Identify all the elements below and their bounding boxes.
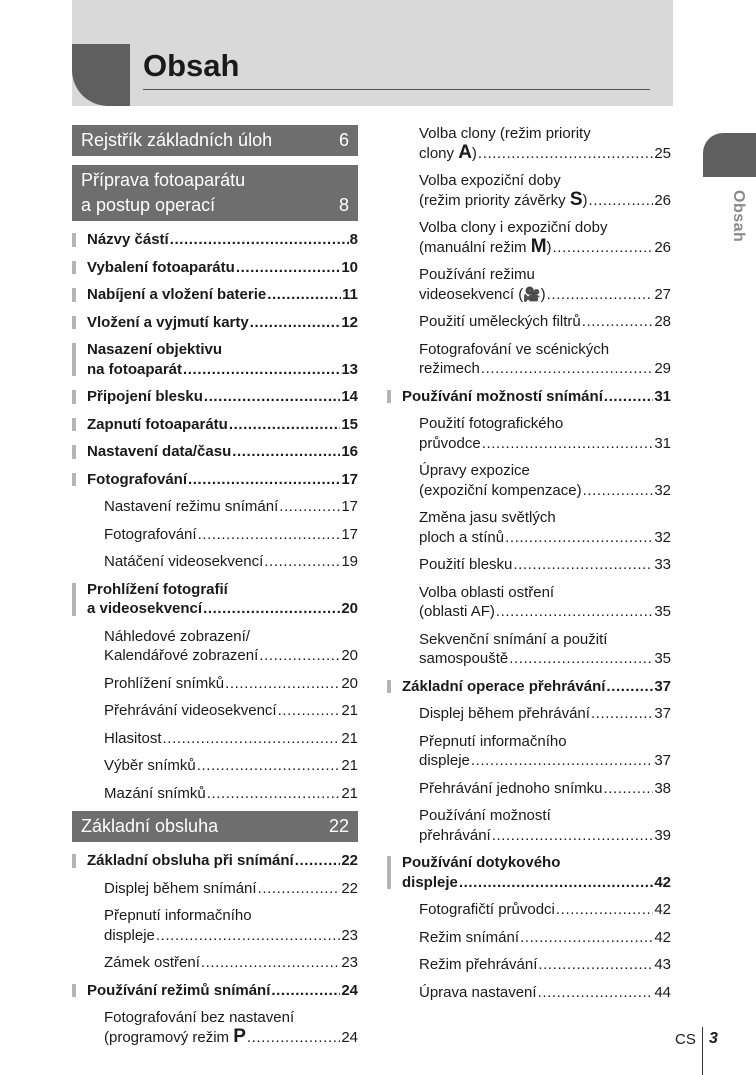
toc-entry-label: Displej během snímání [104,879,257,897]
toc-entry-label: režimech [419,360,480,377]
toc-entry-sub[interactable] [72,525,358,545]
toc-entry-sub[interactable] [72,953,358,973]
toc-page-number: 32 [654,481,671,499]
toc-entry-label: displeje [104,926,155,944]
toc-entry-label: (režim priority závěrky [419,191,570,209]
toc-page-number: 20 [341,600,358,617]
toc-entry-label: (manuální režim [419,238,531,256]
toc-page-number: 23 [341,954,358,971]
toc-page-number: 24 [341,981,358,999]
section-page-number: 8 [338,195,349,215]
section-header[interactable] [72,165,358,221]
toc-entry-main[interactable] [72,230,358,250]
toc-entry-label: Zapnutí fotoaparátu [87,415,228,433]
toc-entry-label: Přepnutí informačního [104,907,252,924]
toc-entry-label: Přehrávání videosekvencí [104,702,277,719]
toc-entry-label: Připojení blesku [87,388,203,405]
toc-entry-label: Použití blesku [419,556,513,573]
toc-page-number: 37 [654,677,671,695]
toc-entry-label: Režim přehrávání [419,956,538,973]
toc-page-number: 42 [654,928,671,946]
toc-entry-main[interactable] [387,677,671,697]
toc-entry-sub[interactable] [72,552,358,572]
toc-entry-label: Nastavení režimu snímání [104,498,279,515]
mode-icon: S [569,188,583,210]
toc-entry-label: Základní operace přehrávání [402,677,606,695]
toc-entry-sub[interactable] [72,1008,358,1047]
toc-entry-sub[interactable] [72,879,358,899]
toc-entry-sub[interactable] [387,461,671,500]
toc-entry-label: Používání režimů snímání [87,981,271,999]
toc-entry-sub[interactable] [387,732,671,771]
toc-entry-sub[interactable] [387,900,671,920]
toc-entry-label: na fotoaparát [87,360,183,378]
toc-page-number: 24 [341,1028,358,1046]
toc-entry-label: přehrávání [419,826,491,844]
leader-dots [582,312,654,332]
section-page-number: 22 [328,816,349,836]
leader-dots [259,646,340,666]
toc-page-number: 19 [341,553,358,570]
toc-page-number: 22 [341,852,358,869]
leader-dots [247,1028,340,1048]
toc-entry-label: Volba expoziční doby [419,172,561,189]
toc-entry-label: clony [419,144,459,162]
toc-entry-sub[interactable] [387,340,671,379]
toc-page-number: 35 [654,650,671,667]
toc-page-number: 16 [341,443,358,460]
toc-page-number: 21 [341,729,358,747]
toc-page-number: 17 [341,525,358,543]
leader-dots [207,784,341,804]
toc-page-number: 21 [341,702,358,719]
toc-entry-main[interactable] [72,285,358,305]
leader-dots [250,313,341,333]
toc-entry-label: Nasazení objektivu [87,341,223,358]
toc-entry-sub[interactable] [72,627,358,666]
mode-icon: A [458,141,472,163]
toc-entry-sub[interactable] [72,784,358,804]
footer-language: CS [675,1031,696,1048]
toc-entry-label: Náhledové zobrazení/ [104,627,250,645]
toc-page-number: 14 [341,388,358,405]
leader-dots [556,900,653,920]
toc-entry-label: Vložení a vyjmutí karty [87,313,249,331]
toc-page-number: 20 [341,647,358,664]
toc-entry-sub[interactable] [387,630,671,669]
toc-entry-label: Sekvenční snímání a použití [419,630,608,648]
toc-page-number: 39 [654,826,671,844]
toc-entry-label: samospouště [419,650,509,667]
toc-entry-sub[interactable] [387,508,671,547]
toc-entry-sub[interactable] [387,955,671,975]
leader-dots [591,704,653,724]
toc-page-number: 31 [654,434,671,452]
section-header[interactable] [72,125,358,156]
toc-page-number: 42 [654,901,671,918]
leader-dots [482,434,654,454]
toc-page-number: 21 [341,784,358,802]
toc-entry-main[interactable] [72,851,358,871]
leader-dots [203,599,340,619]
toc-page-number: 23 [341,926,358,944]
leader-dots [603,779,653,799]
toc-entry-sub[interactable] [387,171,671,210]
title-rule [143,89,650,90]
toc-page-number: 43 [654,956,671,973]
toc-entry-sub[interactable] [387,806,671,845]
toc-entry-label: Přepnutí informačního [419,732,567,750]
leader-dots [278,701,341,721]
leader-dots [520,928,653,948]
toc-entry-sub[interactable] [387,124,671,163]
section-page-number: 6 [338,130,349,150]
section-header-label: Základní obsluha [81,816,219,836]
mode-icon: 🎥 [523,285,541,302]
page-number: 3 [709,1030,718,1047]
section-header-label: Příprava fotoaparátu [81,170,246,190]
toc-entry-sub[interactable] [387,928,671,948]
toc-entry-main[interactable] [387,387,671,407]
toc-page-number: 26 [654,191,671,209]
leader-dots [156,926,340,946]
leader-dots [538,955,653,975]
toc-page-number: 38 [654,779,671,797]
leader-dots [264,552,340,572]
leader-dots [509,649,653,669]
toc-entry-label: Mazání snímků [104,784,206,802]
toc-column-right [387,124,671,1010]
toc-entry-label: Kalendářové zobrazení [104,647,259,664]
toc-entry-label: průvodce [419,434,481,452]
toc-page-number: 17 [341,498,358,515]
toc-page-number: 25 [654,144,671,162]
toc-page-number: 29 [654,360,671,377]
leader-dots [505,528,653,548]
toc-entry-label-suffix: ) [546,238,552,256]
leader-dots [547,285,654,305]
toc-entry-label: Displej během přehrávání [419,705,590,722]
toc-entry-main[interactable] [72,258,358,278]
toc-entry-label: displeje [402,873,458,891]
toc-page-number: 37 [654,705,671,722]
toc-entry-sub[interactable] [387,312,671,332]
leader-dots [481,359,653,379]
toc-entry-main[interactable] [72,340,358,379]
leader-dots [478,144,653,164]
leader-dots [198,525,341,545]
toc-page-number: 26 [654,238,671,256]
leader-dots [471,751,653,771]
toc-page-number: 27 [654,285,671,303]
toc-entry-label: Volba oblasti ostření [419,583,555,601]
toc-entry-label: Přehrávání jednoho snímku [419,779,603,797]
toc-entry-label: (programový režim [104,1028,234,1046]
leader-dots [583,481,654,501]
toc-entry-label: Režim snímání [419,928,520,946]
side-tab [703,133,756,177]
leader-dots [267,285,341,305]
leader-dots [232,442,340,462]
toc-entry-label: Nastavení data/času [87,443,232,460]
toc-entry-sub[interactable] [387,265,671,304]
toc-entry-sub[interactable] [387,218,671,257]
leader-dots [553,238,654,258]
leader-dots [271,981,340,1001]
toc-entry-label: Použití fotografického [419,415,564,432]
toc-entry-sub[interactable] [72,906,358,945]
toc-entry-label-suffix: ) [582,191,588,209]
leader-dots [279,497,340,517]
side-label: Obsah [730,190,747,243]
toc-entry-main[interactable] [72,313,358,333]
toc-entry-main[interactable] [72,415,358,435]
toc-entry-label: Používání dotykového [402,854,561,871]
mode-icon: P [233,1025,246,1047]
toc-entry-label: Změna jasu světlých [419,509,556,526]
toc-page-number: 8 [349,231,358,248]
leader-dots [188,470,340,490]
toc-entry-sub[interactable] [72,701,358,721]
leader-dots [225,674,340,694]
leader-dots [513,555,653,575]
toc-entry-label: Prohlížení snímků [104,674,225,692]
toc-entry-label: Názvy částí [87,231,169,248]
toc-entry-label: ploch a stínů [419,528,505,546]
toc-entry-label: Fotografování ve scénických [419,340,610,358]
section-header-label: Rejstřík základních úloh [81,130,273,150]
leader-dots [258,879,341,899]
toc-page-number: 44 [654,983,671,1001]
toc-entry-label: Vybalení fotoaparátu [87,258,235,276]
toc-page-number: 17 [341,470,358,488]
leader-dots [459,873,653,893]
toc-entry-label-suffix: ) [540,285,546,303]
toc-entry-label: Fotografičtí průvodci [419,901,555,918]
toc-page-number: 22 [341,879,358,897]
toc-page-number: 42 [654,873,671,891]
toc-entry-main[interactable] [72,442,358,462]
toc-entry-sub[interactable] [72,674,358,694]
mode-icon: M [530,235,547,257]
toc-entry-label: Hlasitost [104,729,162,747]
leader-dots [538,983,654,1003]
toc-entry-label: Fotografování [87,470,187,488]
section-header-label: a postup operací [81,195,216,215]
leader-dots [496,602,653,622]
toc-entry-sub[interactable] [387,704,671,724]
toc-entry-sub[interactable] [387,555,671,575]
toc-entry-label: Používání režimu [419,266,535,283]
toc-entry-sub[interactable] [387,583,671,622]
toc-page-number: 32 [654,528,671,546]
toc-entry-label: Natáčení videosekvencí [104,553,264,570]
toc-page-number: 31 [654,387,671,405]
toc-entry-label: Základní obsluha při snímání [87,852,294,869]
toc-entry-label: Volba clony (režim priority [419,125,591,142]
leader-dots [201,953,340,973]
toc-entry-label: Používání možností snímání [402,387,603,405]
toc-column-left [72,125,358,1055]
toc-entry-label: Prohlížení fotografií [87,580,228,598]
toc-page-number: 37 [654,752,671,769]
toc-entry-main[interactable] [72,470,358,490]
toc-entry-main[interactable] [387,853,671,892]
toc-page-number: 10 [341,258,358,276]
toc-page-number: 12 [341,313,358,331]
toc-entry-sub[interactable] [72,756,358,776]
toc-entry-label: Zámek ostření [104,954,200,971]
toc-entry-label: Výběr snímků [104,757,196,774]
toc-entry-sub[interactable] [387,414,671,453]
leader-dots [604,387,653,407]
leader-dots [295,851,341,871]
toc-entry-label: videosekvencí ( [419,285,524,303]
toc-entry-label: Používání možností [419,807,551,824]
leader-dots [492,826,654,846]
page-title: Obsah [143,48,240,83]
toc-entry-label: (expoziční kompenzace) [419,481,582,499]
toc-entry-label: Úpravy expozice [419,462,530,479]
toc-page-number: 33 [654,556,671,573]
toc-entry-label: displeje [419,752,470,769]
toc-entry-sub[interactable] [387,983,671,1003]
leader-dots [229,415,340,435]
toc-entry-main[interactable] [72,981,358,1001]
toc-entry-label: Nabíjení a vložení baterie [87,286,267,303]
section-header[interactable] [72,811,358,842]
toc-entry-label: a videosekvencí [87,600,203,617]
leader-dots [236,258,341,278]
toc-entry-label: Volba clony i expoziční doby [419,219,608,236]
toc-entry-sub[interactable] [72,729,358,749]
footer-rule [702,1027,703,1075]
toc-entry-label: Fotografování bez nastavení [104,1009,295,1026]
toc-page-number: 21 [341,757,358,774]
toc-page-number: 35 [654,603,671,620]
leader-dots [589,191,654,211]
toc-entry-label-suffix: ) [471,144,477,162]
leader-dots [170,230,349,250]
toc-entry-main[interactable] [72,580,358,619]
toc-entry-sub[interactable] [72,497,358,517]
toc-page-number: 13 [341,360,358,378]
leader-dots [197,756,341,776]
toc-entry-main[interactable] [72,387,358,407]
leader-dots [163,729,341,749]
toc-page-number: 20 [341,674,358,692]
leader-dots [606,677,653,697]
toc-page-number: 15 [341,415,358,433]
toc-page-number: 28 [654,313,671,330]
toc-entry-sub[interactable] [387,779,671,799]
leader-dots [183,360,340,380]
toc-entry-label: Úprava nastavení [419,983,537,1001]
leader-dots [204,387,340,407]
toc-entry-label: (oblasti AF) [419,603,495,620]
toc-entry-label: Fotografování [104,525,197,543]
toc-page-number: 11 [342,286,358,303]
toc-entry-label: Použití uměleckých filtrů [419,313,581,330]
